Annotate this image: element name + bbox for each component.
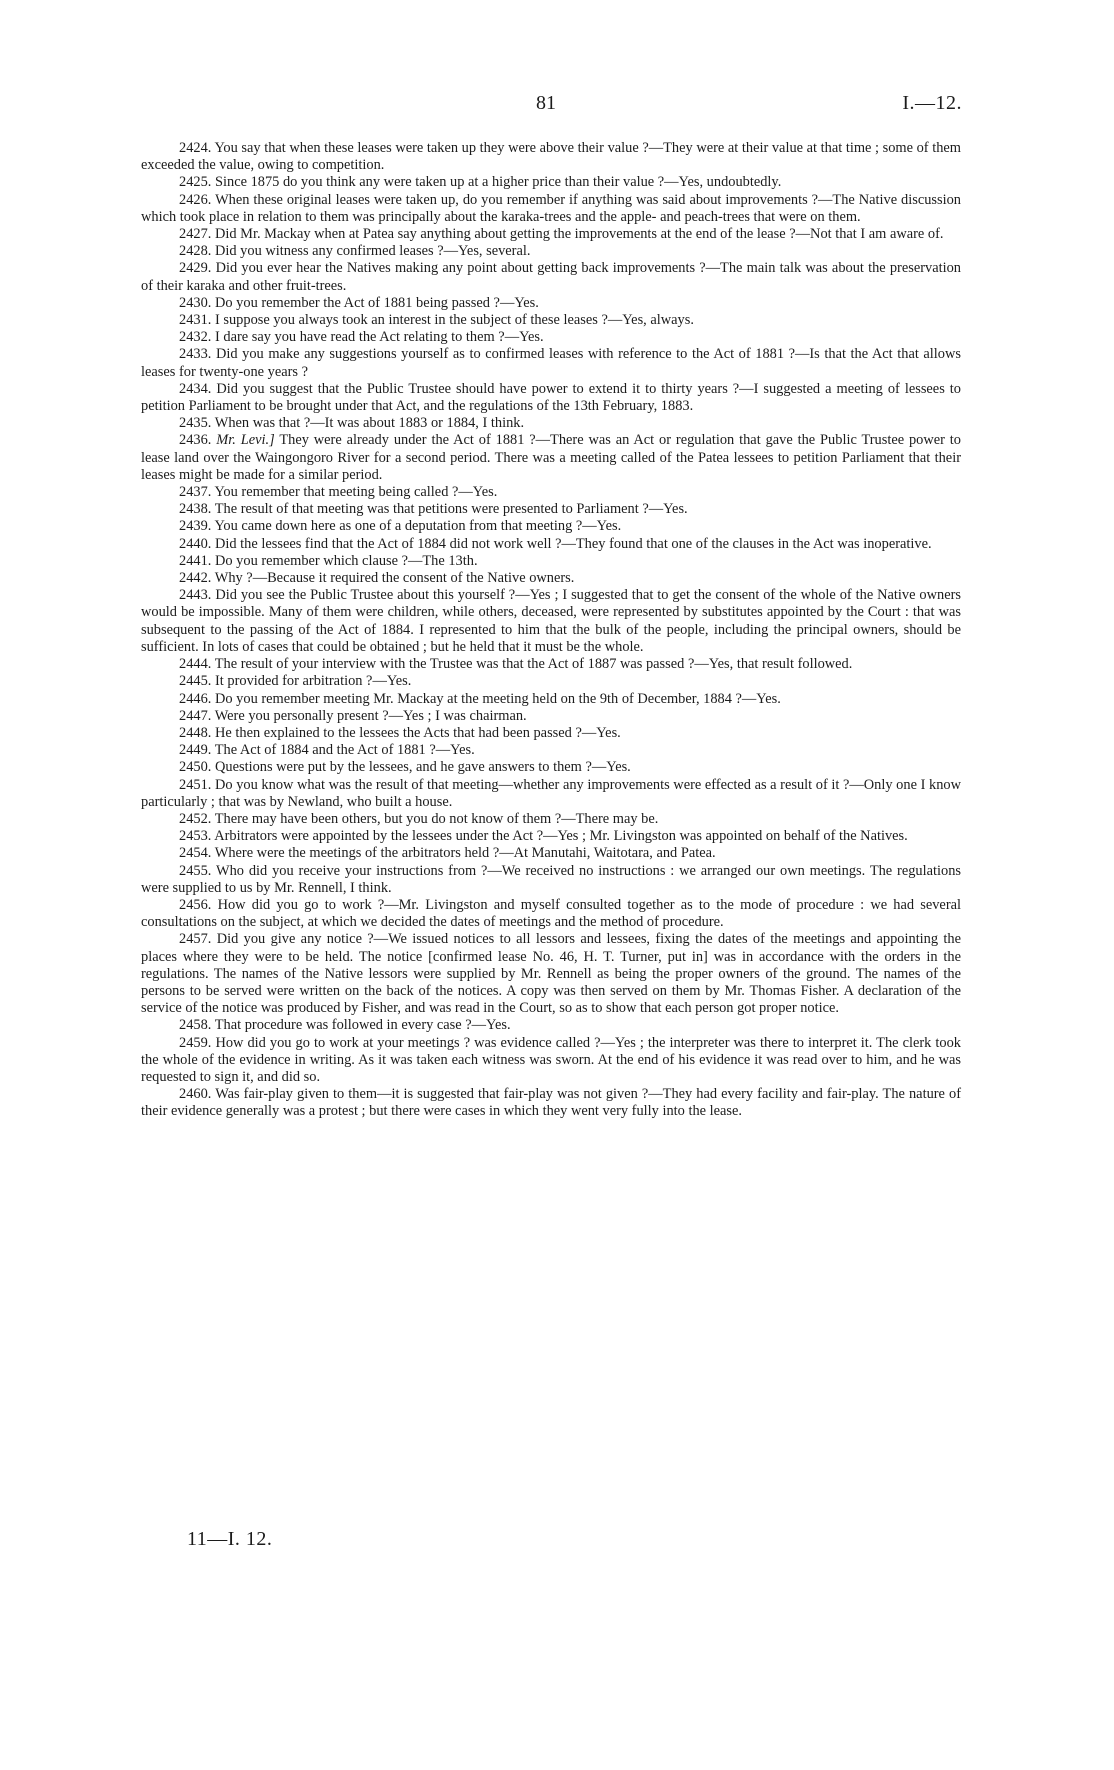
question-number: 2436. <box>179 432 212 449</box>
question-number: 2444. <box>179 656 212 673</box>
question-answer-text: Why ?—Because it required the consent of the Native owners. <box>214 570 575 587</box>
question-number: 2427. <box>179 226 212 243</box>
testimony-paragraph <box>141 312 961 329</box>
testimony-paragraph <box>141 1035 961 1087</box>
question-answer-text: Who did you receive your instructions from ?—We received no instructions : we arranged our own meetings. The regulations were supplied to us by Mr. Rennell, I think. <box>141 862 961 896</box>
testimony-paragraph <box>141 415 961 432</box>
testimony-paragraph <box>141 260 961 294</box>
question-number: 2449. <box>179 742 212 759</box>
page-number: 81 <box>536 92 556 114</box>
question-answer-text: Did you suggest that the Public Trustee should have power to extend it to thirty years ?—I suggested a meeting of lessees to petition Parliament to be brought under that Act, and the regulations of the 13th February, 1883. <box>141 380 961 415</box>
testimony-paragraph <box>141 863 961 897</box>
question-number: 2440. <box>179 535 212 552</box>
question-answer-text: How did you go to work at your meetings ? was evidence called ?—Yes ; the interpreter was there to interpret it. The clerk took the whole of the evidence in writing. As it was taken each witness was sworn. At the end of his evidence it was read over to him, and he was requested to sign it, and did so. <box>141 1034 961 1085</box>
testimony-paragraph <box>141 673 961 690</box>
question-number: 2447. <box>179 707 212 724</box>
question-answer-text: Do you remember meeting Mr. Mackay at the meeting held on the 9th of December, 1884 ?—Yes. <box>215 690 781 707</box>
question-number: 2435. <box>179 415 212 432</box>
question-number: 2428. <box>179 243 212 260</box>
question-answer-text: Did you witness any confirmed leases ?—Yes, several. <box>215 243 531 260</box>
testimony-body <box>141 140 961 1121</box>
testimony-paragraph <box>141 897 961 931</box>
question-answer-text: He then explained to the lessees the Acts that had been passed ?—Yes. <box>215 724 621 741</box>
testimony-paragraph <box>141 174 961 191</box>
testimony-paragraph <box>141 931 961 1017</box>
question-answer-text: The result of your interview with the Trustee was that the Act of 1887 was passed ?—Yes, that result followed. <box>214 656 853 673</box>
testimony-paragraph <box>141 329 961 346</box>
question-answer-text: Did the lessees find that the Act of 1884 did not work well ?—They found that one of the clauses in the Act was inoperative. <box>215 535 932 552</box>
testimony-paragraph <box>141 432 961 484</box>
testimony-paragraph <box>141 381 961 415</box>
question-number: 2448. <box>179 724 212 741</box>
question-answer-text: Do you remember the Act of 1881 being passed ?—Yes. <box>215 294 539 311</box>
question-number: 2426. <box>179 191 212 208</box>
testimony-paragraph <box>141 587 961 656</box>
testimony-paragraph <box>141 518 961 535</box>
question-number: 2432. <box>179 329 212 346</box>
question-answer-text: Arbitrators were appointed by the lessees under the Act ?—Yes ; Mr. Livingston was appointed on behalf of the Natives. <box>214 828 908 845</box>
question-number: 2459. <box>179 1034 212 1051</box>
question-number: 2430. <box>179 294 212 311</box>
series-code: I.—12. <box>902 92 962 114</box>
testimony-paragraph <box>141 295 961 312</box>
testimony-paragraph <box>141 811 961 828</box>
question-number: 2437. <box>179 484 212 501</box>
question-number: 2450. <box>179 759 212 776</box>
question-answer-text: Were you personally present ?—Yes ; I was chairman. <box>214 707 527 724</box>
question-answer-text: When was that ?—It was about 1883 or 1884, I think. <box>214 415 525 432</box>
question-answer-text: Do you remember which clause ?—The 13th. <box>215 552 478 569</box>
question-number: 2443. <box>179 587 212 604</box>
question-answer-text: You remember that meeting being called ?—Yes. <box>214 484 498 501</box>
testimony-paragraph <box>141 1017 961 1034</box>
testimony-paragraph <box>141 501 961 518</box>
question-answer-text: Where were the meetings of the arbitrators held ?—At Manutahi, Waitotara, and Patea. <box>214 845 716 862</box>
question-number: 2458. <box>179 1017 212 1034</box>
testimony-paragraph <box>141 828 961 845</box>
speaker-label: Mr. Levi.] <box>216 432 275 449</box>
testimony-paragraph <box>141 484 961 501</box>
question-number: 2446. <box>179 690 212 707</box>
question-number: 2455. <box>179 862 212 879</box>
question-number: 2454. <box>179 845 212 862</box>
testimony-paragraph <box>141 777 961 811</box>
question-answer-text: That procedure was followed in every case ?—Yes. <box>214 1017 511 1034</box>
testimony-paragraph <box>141 742 961 759</box>
testimony-paragraph <box>141 691 961 708</box>
question-number: 2441. <box>179 552 212 569</box>
question-number: 2457. <box>179 931 212 948</box>
question-number: 2438. <box>179 501 212 518</box>
testimony-paragraph <box>141 140 961 174</box>
question-answer-text: How did you go to work ?—Mr. Livingston and myself consulted together as to the mode of procedure : we had several consultations on the subject, at which we decided the dates of meetings and the method of procedure. <box>141 896 961 931</box>
question-number: 2434. <box>179 380 212 397</box>
question-answer-text: You came down here as one of a deputation from that meeting ?—Yes. <box>214 518 622 535</box>
question-number: 2442. <box>179 570 212 587</box>
question-number: 2433. <box>179 346 212 363</box>
question-number: 2453. <box>179 828 212 845</box>
question-answer-text: Did you see the Public Trustee about this yourself ?—Yes ; I suggested that to get the consent of the whole of the Native owners would be impossible. Many of them were children, while others, deceased, were represented by substitutes appointed by the Court : that was subsequent to the passing of the Act of 1884. I represented to him that the bulk of the people, including the principal owners, should be sufficient. In lots of cases that could be obtained ; but he held that it must be the whole. <box>141 587 961 655</box>
question-answer-text: There may have been others, but you do not know of them ?—There may be. <box>214 810 659 827</box>
question-number: 2460. <box>179 1086 212 1103</box>
question-answer-text: Did Mr. Mackay when at Patea say anything about getting the improvements at the end of the lease ?—Not that I am aware of. <box>215 226 944 243</box>
testimony-paragraph <box>141 243 961 260</box>
question-number: 2425. <box>179 174 212 191</box>
testimony-paragraph <box>141 346 961 380</box>
question-answer-text: Did you give any notice ?—We issued notices to all lessors and lessees, fixing the dates of the meetings and appointing the places where they were to be held. The notice [confirmed lease No. 46, H. T. Turner, put in] was in accordance with the orders in the regulations. The names of the Native lessors were supplied by Mr. Rennell as being the proper owners of the ground. The names of the persons to be served were written on the back of the notices. A copy was then served on them by Mr. Thomas Fisher. A declaration of the service of the notice was produced by Fisher, and was read in the Court, so as to show that each person got proper notice. <box>141 931 961 1017</box>
question-number: 2451. <box>179 776 212 793</box>
page-header <box>0 92 1114 122</box>
testimony-paragraph <box>141 845 961 862</box>
question-answer-text: I dare say you have read the Act relating to them ?—Yes. <box>215 329 544 346</box>
question-answer-text: I suppose you always took an interest in the subject of these leases ?—Yes, always. <box>215 312 694 329</box>
testimony-paragraph <box>141 708 961 725</box>
question-answer-text: Since 1875 do you think any were taken up at a higher price than their value ?—Yes, undoubtedly. <box>215 174 782 191</box>
question-answer-text: The result of that meeting was that petitions were presented to Parliament ?—Yes. <box>214 501 688 518</box>
question-answer-text: Was fair-play given to them—it is suggested that fair-play was not given ?—They had every facility and fair-play. The nature of their evidence generally was a protest ; but there were cases in which they went very fully into the lease. <box>141 1086 961 1120</box>
question-answer-text: They were already under the Act of 1881 ?—There was an Act or regulation that gave the Public Trustee power to lease land over the Waingongoro River for a second period. There was a meeting called of the Patea lessees to petition Parliament that their leases might be made for a similar period. <box>141 432 961 483</box>
question-number: 2431. <box>179 312 212 329</box>
question-answer-text: Did you ever hear the Natives making any point about getting back improvements ?—The main talk was about the preservation of their karaka and other fruit-trees. <box>141 260 961 294</box>
testimony-paragraph <box>141 192 961 226</box>
question-number: 2424. <box>179 140 212 156</box>
question-number: 2439. <box>179 518 212 535</box>
signature-mark: 11—I. 12. <box>187 1528 273 1550</box>
question-number: 2429. <box>179 260 212 277</box>
question-number: 2445. <box>179 673 212 690</box>
question-answer-text: Do you know what was the result of that meeting—whether any improvements were effected as a result of it ?—Only one I know particularly ; that was by Newland, who built a house. <box>141 776 961 810</box>
question-answer-text: Did you make any suggestions yourself as to confirmed leases with reference to the Act of 1881 ?—Is that the Act that allows leases for twenty-one years ? <box>141 346 961 380</box>
question-answer-text: The Act of 1884 and the Act of 1881 ?—Yes. <box>214 742 475 759</box>
testimony-paragraph <box>141 1086 961 1120</box>
testimony-paragraph <box>141 226 961 243</box>
question-answer-text: You say that when these leases were taken up they were above their value ?—They were at their value at that time ; some of them exceeded the value, owing to competition. <box>141 140 961 174</box>
question-answer-text: When these original leases were taken up, do you remember if anything was said about improvements ?—The Native discussion which took place in relation to them was principally about the karaka-trees and the apple- and peach-trees that were on them. <box>141 191 961 225</box>
question-answer-text: It provided for arbitration ?—Yes. <box>215 673 412 690</box>
question-answer-text: Questions were put by the lessees, and he gave answers to them ?—Yes. <box>215 759 631 776</box>
testimony-paragraph <box>141 536 961 553</box>
question-number: 2452. <box>179 810 212 827</box>
testimony-paragraph <box>141 725 961 742</box>
testimony-paragraph <box>141 759 961 776</box>
testimony-paragraph <box>141 656 961 673</box>
testimony-paragraph <box>141 553 961 570</box>
testimony-paragraph <box>141 570 961 587</box>
question-number: 2456. <box>179 896 212 913</box>
